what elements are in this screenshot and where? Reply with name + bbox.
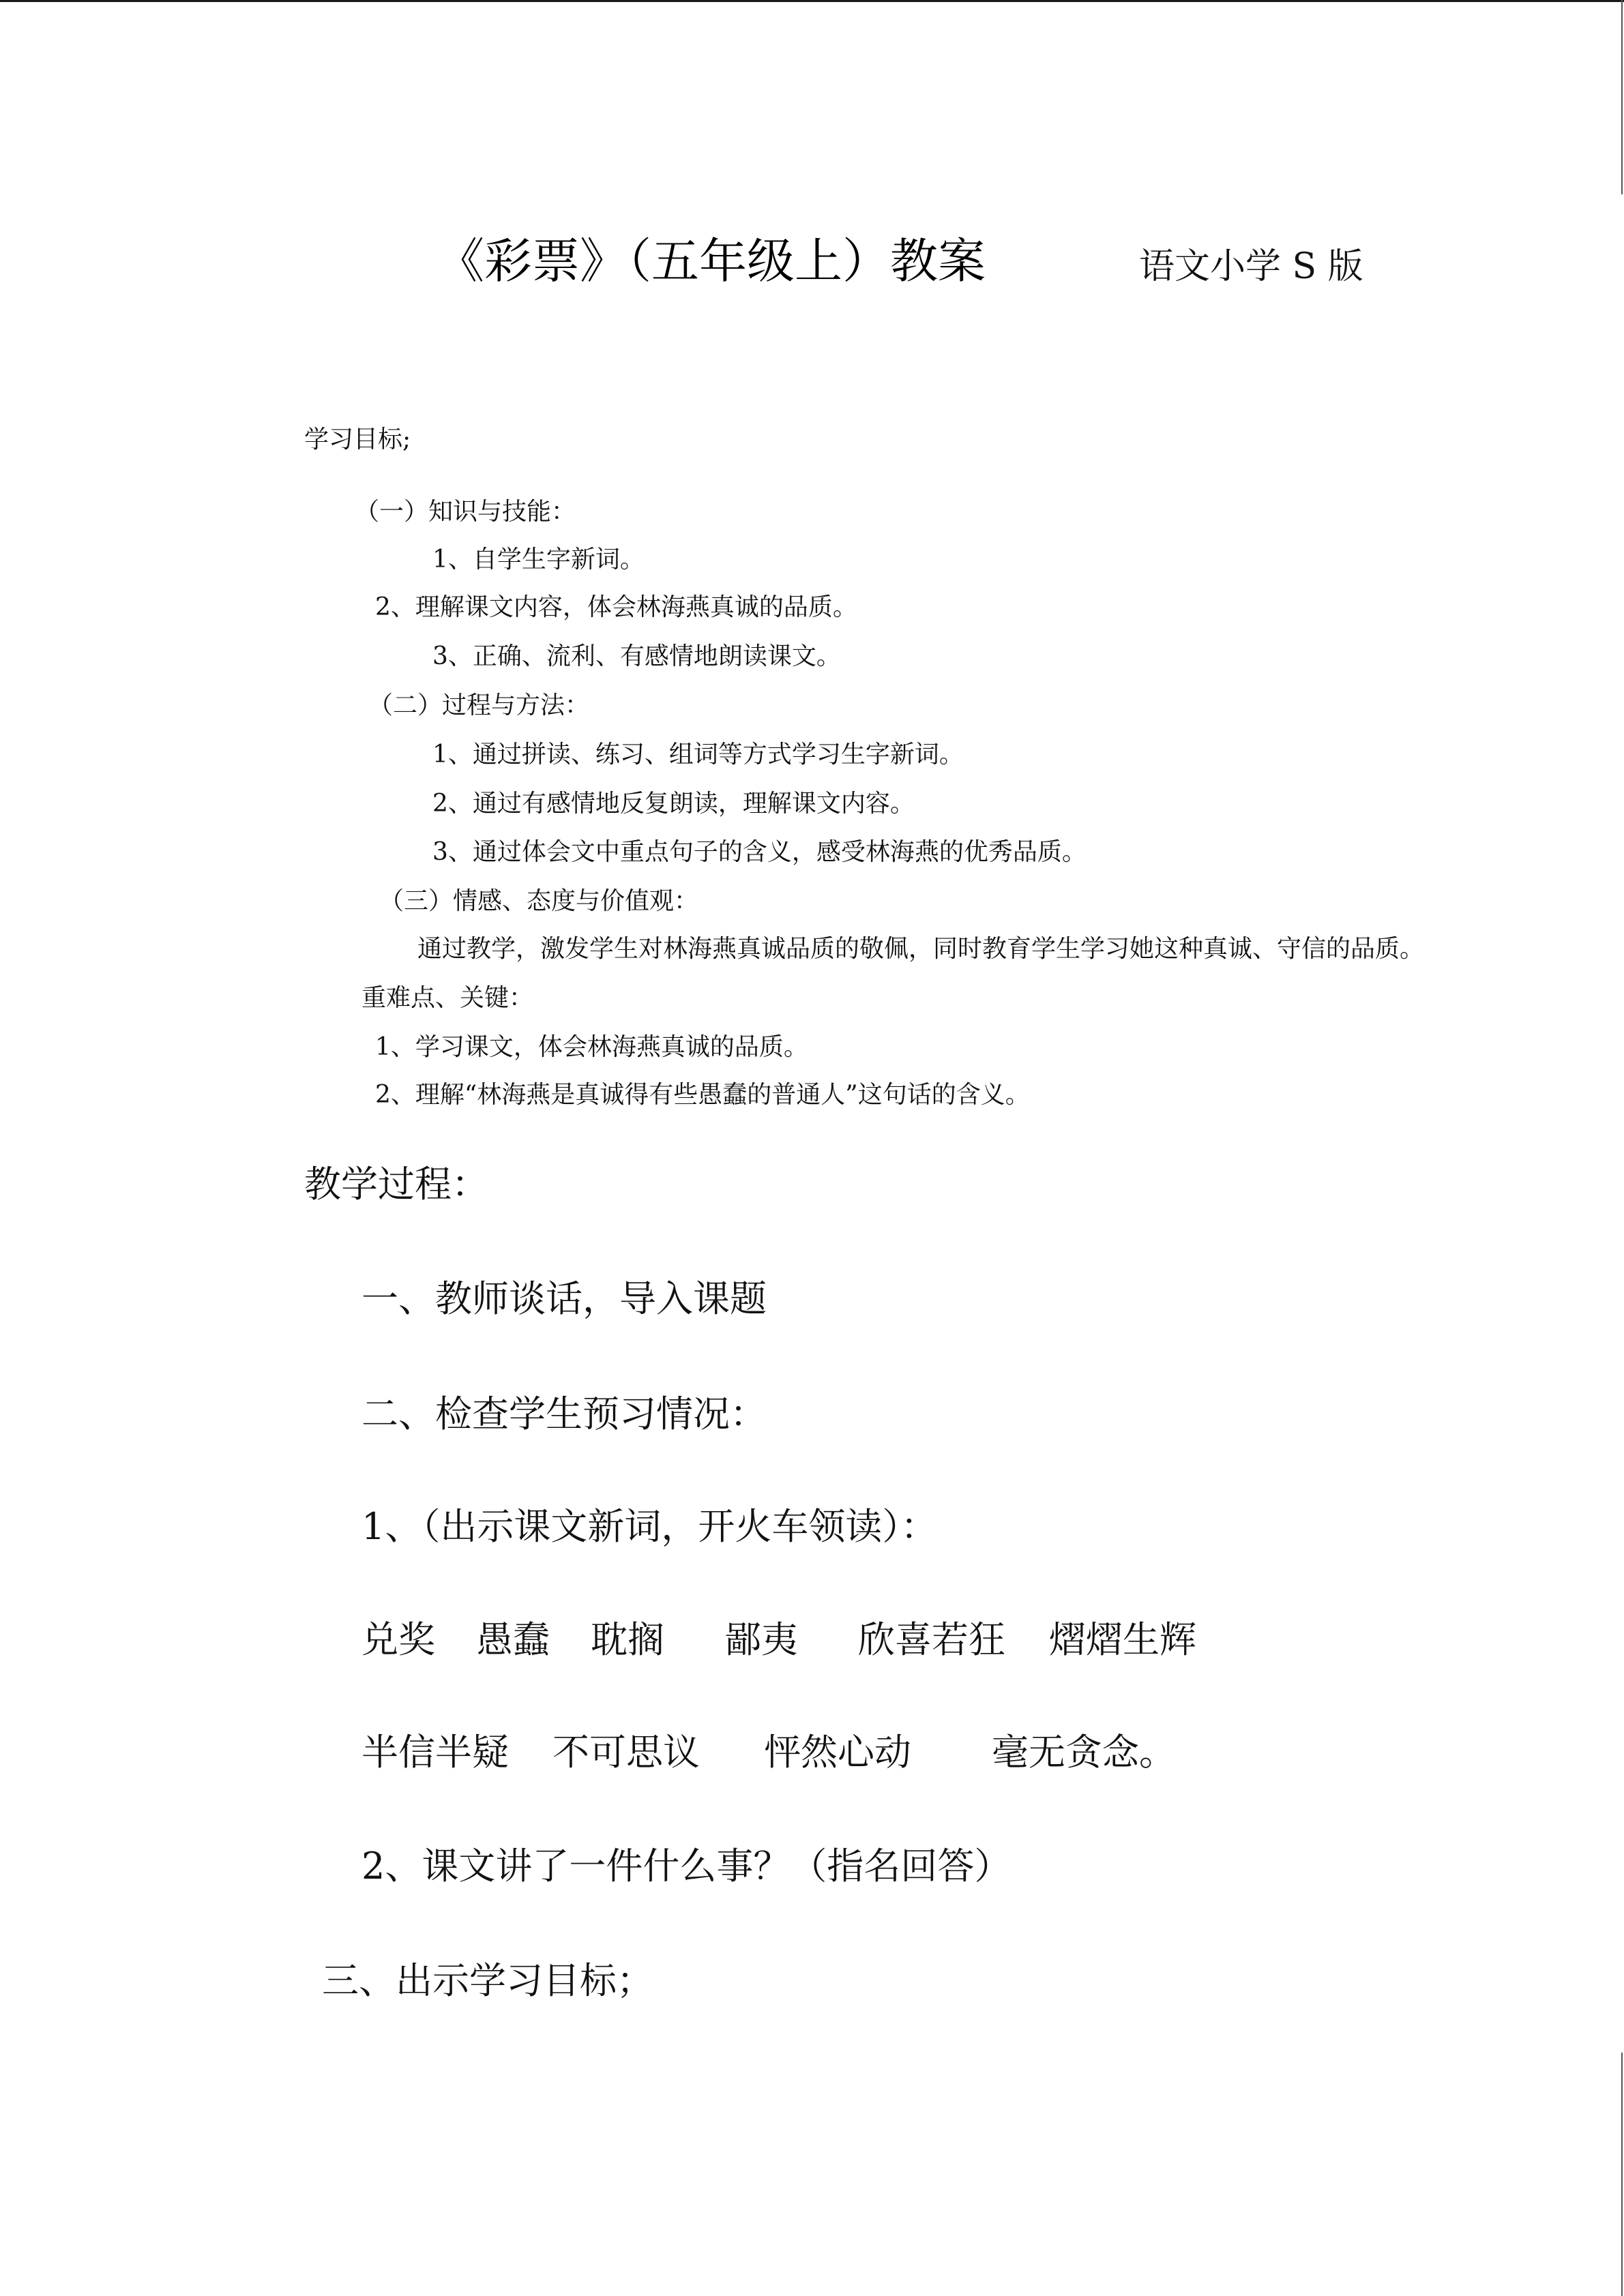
vocab-word: 兑奖 bbox=[361, 1618, 435, 1661]
objectives-section3-text: 通过教学，激发学生对林海燕真诚品质的敬佩，同时教育学生学习她这种真诚、守信的品质。 bbox=[417, 935, 1425, 963]
document-subtitle: 语文小学 S 版 bbox=[1139, 246, 1363, 287]
page-right-edge bbox=[1621, 2053, 1623, 2296]
vocab-word: 半信半疑 bbox=[361, 1731, 509, 1774]
key-points-item: 2、理解“林海燕是真诚得有些愚蠢的普通人”这句话的含义。 bbox=[375, 1081, 1030, 1109]
objectives-heading: 学习目标; bbox=[304, 426, 411, 453]
process-heading: 教学过程： bbox=[304, 1163, 488, 1206]
objectives-section1-label: （一）知识与技能： bbox=[355, 498, 576, 526]
process-step: 三、出示学习目标； bbox=[322, 1959, 653, 2002]
objectives-section2-item: 1、通过拼读、练习、组词等方式学习生字新词。 bbox=[432, 741, 964, 769]
vocab-word: 毫无贪念。 bbox=[992, 1731, 1176, 1774]
objectives-section2-label: （二）过程与方法： bbox=[368, 691, 590, 719]
objectives-section3-label: （三）情感、态度与价值观： bbox=[379, 887, 699, 915]
objectives-section1-item: 2、理解课文内容，体会林海燕真诚的品质。 bbox=[375, 593, 857, 621]
vocab-word: 熠熠生辉 bbox=[1049, 1618, 1196, 1661]
objectives-section2-item: 2、通过有感情地反复朗读，理解课文内容。 bbox=[432, 790, 915, 818]
page-top-edge bbox=[0, 0, 1624, 2]
page-right-edge bbox=[1621, 0, 1623, 194]
vocab-word: 不可思议 bbox=[552, 1731, 700, 1774]
key-points-heading: 重难点、关键： bbox=[361, 984, 534, 1012]
objectives-section1-item: 1、自学生字新词。 bbox=[432, 546, 645, 573]
process-step-item: 2、课文讲了一件什么事？（指名回答） bbox=[361, 1845, 1012, 1888]
vocab-word: 怦然心动 bbox=[764, 1731, 911, 1774]
objectives-section1-item: 3、正确、流利、有感情地朗读课文。 bbox=[432, 642, 841, 670]
vocab-word: 欣喜若狂 bbox=[858, 1618, 1005, 1661]
vocab-word: 愚蠢 bbox=[476, 1618, 550, 1661]
objectives-section2-item: 3、通过体会文中重点句子的含义，感受林海燕的优秀品质。 bbox=[432, 838, 1087, 866]
vocab-word: 耽搁 bbox=[591, 1618, 664, 1661]
process-step: 一、教师谈话，导入课题 bbox=[361, 1277, 767, 1320]
process-step: 二、检查学生预习情况： bbox=[361, 1392, 767, 1435]
key-points-item: 1、学习课文，体会林海燕真诚的品质。 bbox=[375, 1033, 808, 1061]
process-step-item: 1、（出示课文新词，开火车领读）： bbox=[361, 1505, 938, 1548]
document-title: 《彩票》（五年级上）教案 bbox=[437, 233, 986, 289]
vocab-word: 鄙夷 bbox=[724, 1618, 798, 1661]
